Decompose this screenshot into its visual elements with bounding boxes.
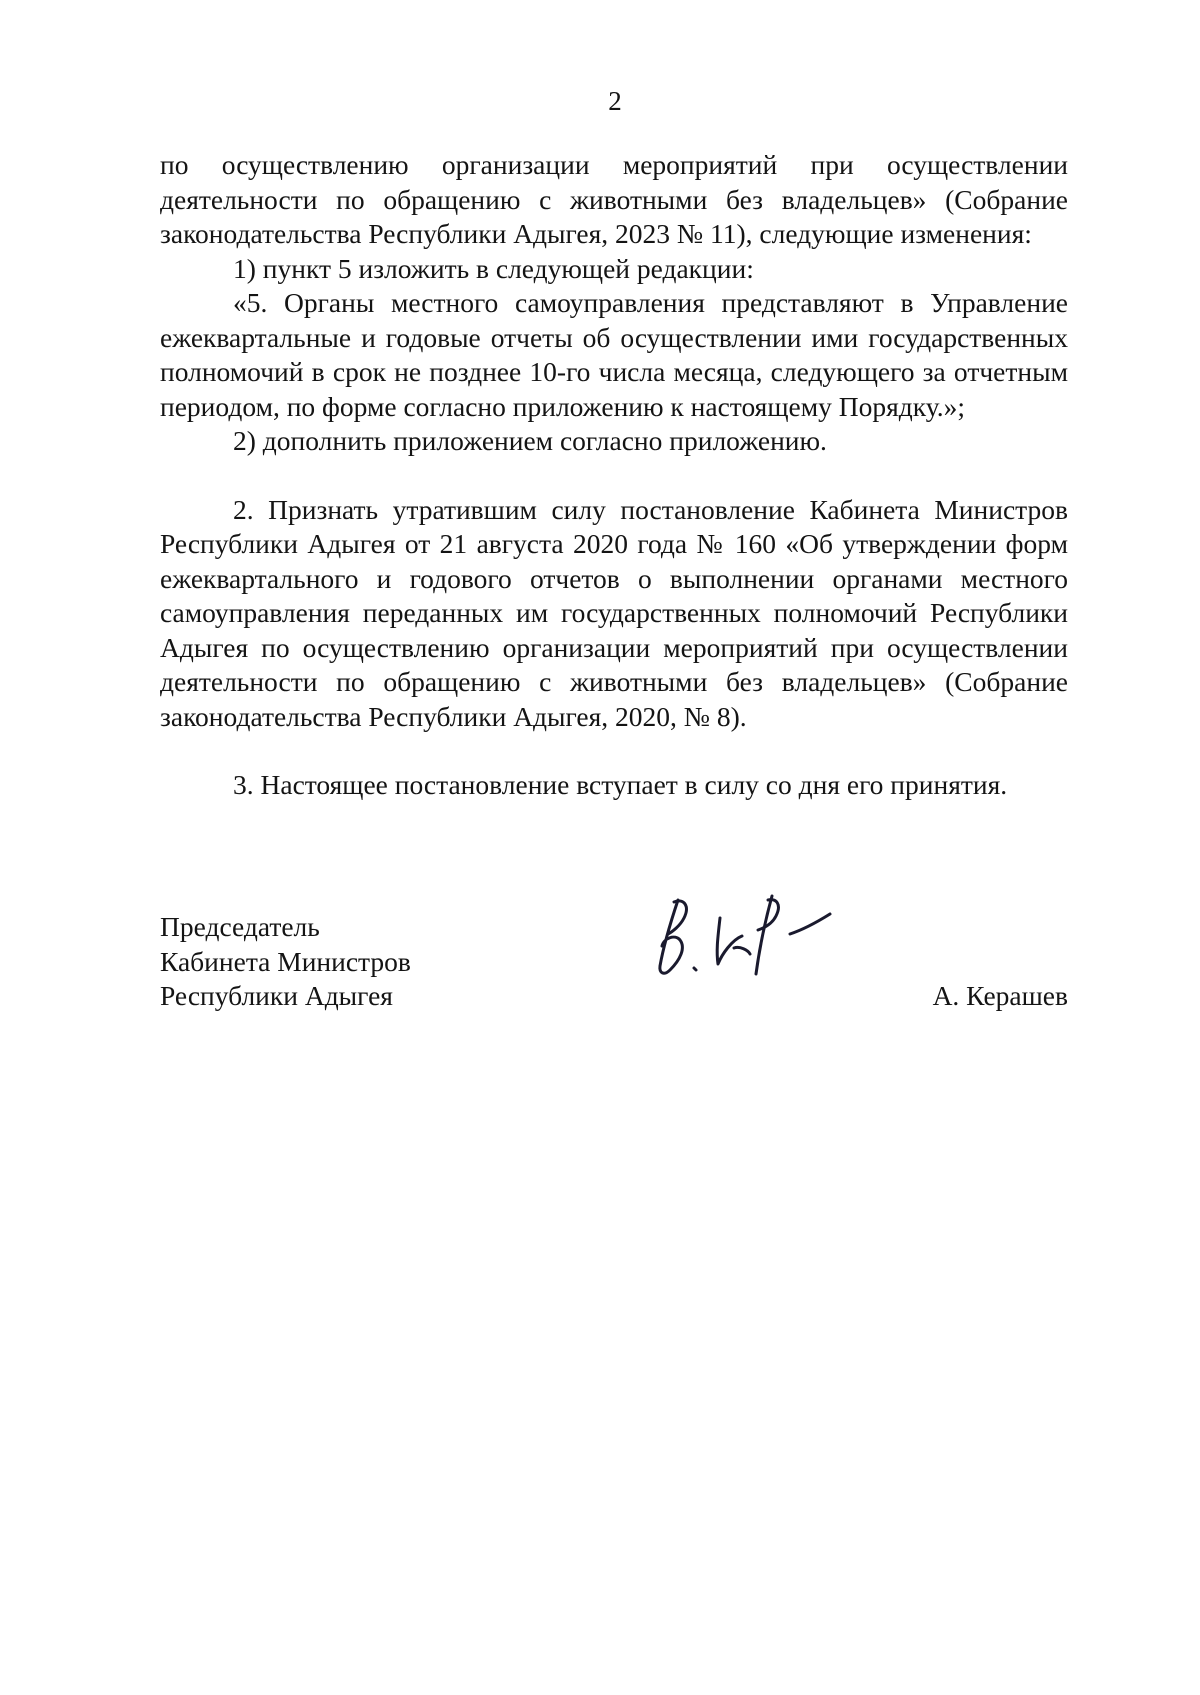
paragraph-item-1: 1) пункт 5 изложить в следующей редакции: bbox=[233, 252, 754, 284]
signatory-title-line: Председатель bbox=[160, 911, 320, 942]
signatory-title bbox=[160, 910, 411, 1014]
signatory-title-line: Республики Адыгея bbox=[160, 980, 393, 1011]
paragraph-section-3: 3. Настоящее постановление вступает в силу со дня его принятия. bbox=[233, 769, 1008, 800]
paragraph-quoted-clause-5: «5. Органы местного самоуправления представляют в Управление ежеквартальные и годовые отчеты об осуществлении ими государственных полномочий в срок не позднее 10-го числа месяца, следующего за отчетным периодом, по форме согласно приложению к настоящему Порядку.»; bbox=[160, 287, 1068, 422]
signatory-name: А. Керашев bbox=[932, 980, 1068, 1011]
signatory-title-line: Кабинета Министров bbox=[160, 945, 411, 977]
page-number: 2 bbox=[608, 86, 622, 116]
paragraph-section-2: 2. Признать утратившим силу постановление Кабинета Министров Республики Адыгея от 21 августа 2020 года № 160 «Об утверждении форм ежеквартального и годового отчетов о выполнении органами местного самоуправления переданных им государственных полномочий Республики Адыгея по осуществлению организации мероприятий при осуществлении деятельности по обращению с животными без владельцев» (Собрание законодательства Республики Адыгея, 2020, № 8). bbox=[160, 493, 1068, 732]
handwritten-signature bbox=[650, 888, 840, 980]
paragraph-continuation: по осуществлению организации мероприятий при осуществлении деятельности по обращению с животными без владельцев» (Собрание законодательства Республики Адыгея, 2023 № 11), следующие изменения: bbox=[160, 149, 1068, 249]
document-body bbox=[160, 148, 1068, 803]
paragraph-item-2: 2) дополнить приложением согласно приложению. bbox=[233, 425, 827, 456]
